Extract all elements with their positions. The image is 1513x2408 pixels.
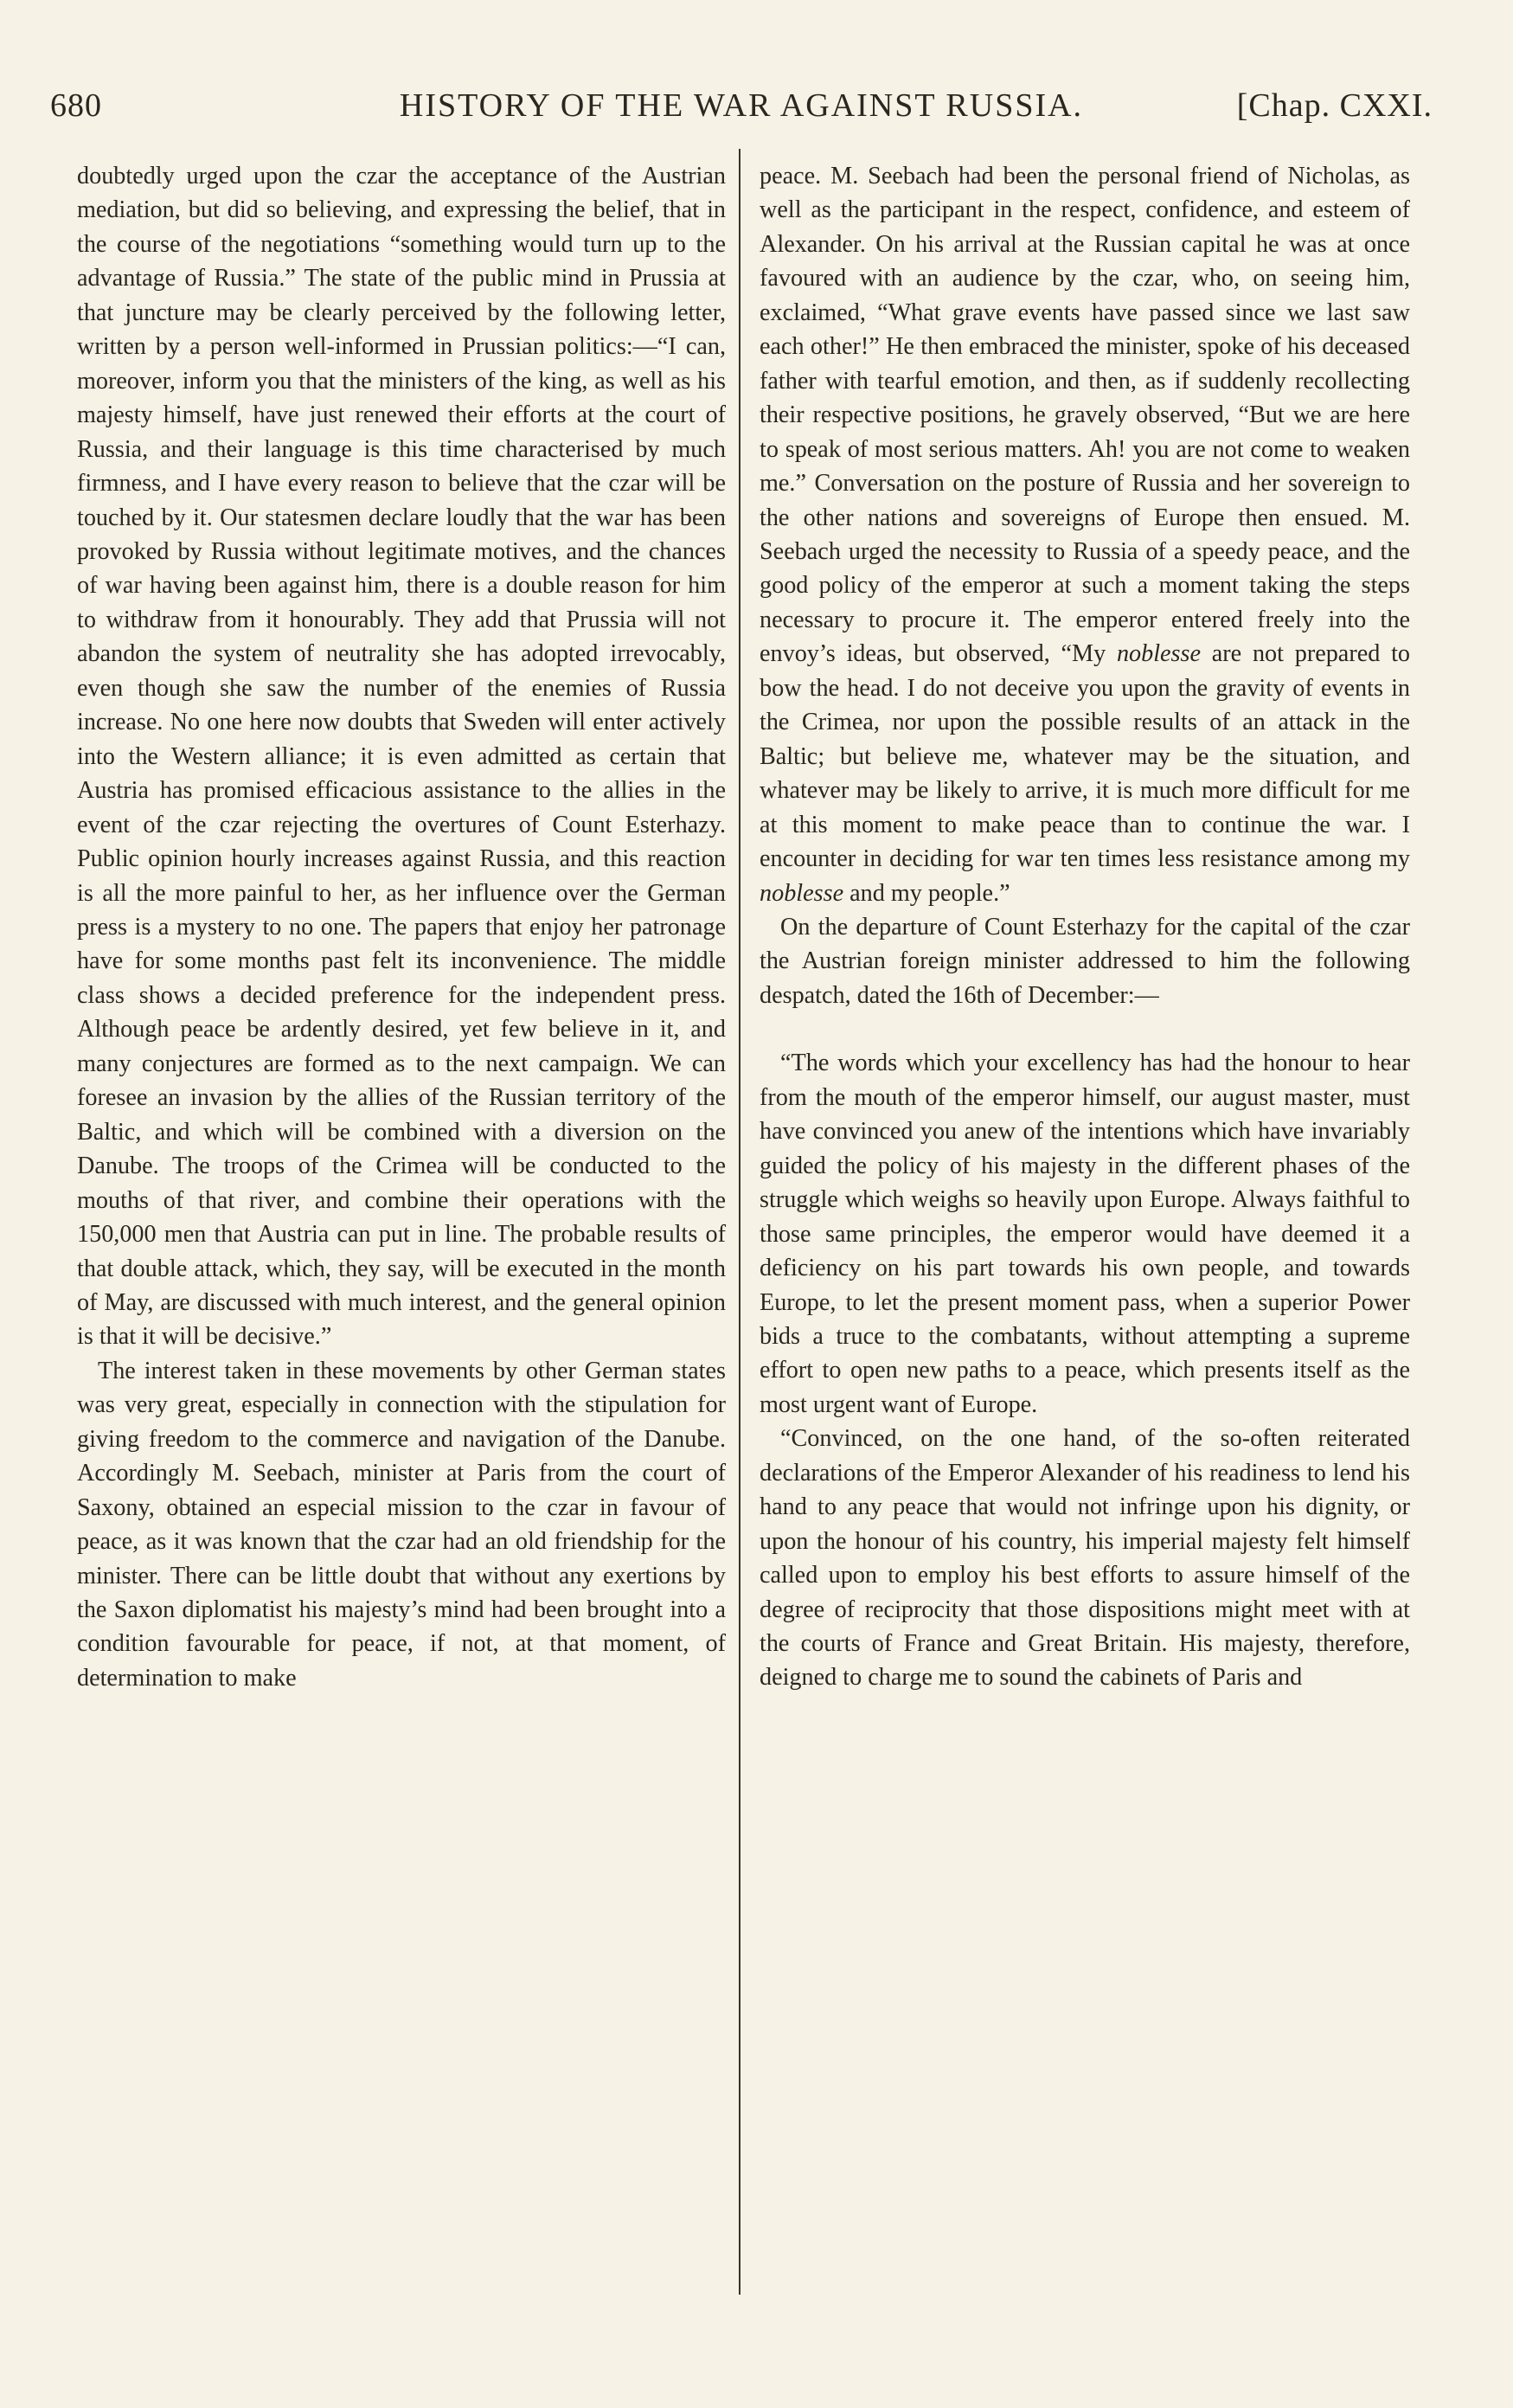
column-divider <box>739 149 740 2295</box>
text-run: are not prepared to bow the head. I do not deceive you upon the gravity of events in the Crimea, nor upon the possible results of an attack in the Baltic; but believe me, whatever may be the situation, and whatever may be likely to arrive, it is much more difficult for me at this moment to make peace than to continue the war. I encounter in deciding for war ten times less resistance among my <box>760 640 1410 873</box>
quoted-despatch-paragraph: “The words which your excellency has had the honour to hear from the mouth of the emperor himself, our august master, must have convinced you anew of the intentions which have invariably guided the policy of his majesty in the different phases of the struggle which weighs so heavily upon Europe. Always faithful to those same principles, the emperor would have deemed it a deficiency on his part towards his own people, and towards Europe, to let the present moment pass, when a superior Power bids a truce to the combatants, without attempting a supreme effort to open new paths to a peace, which presents itself as the most urgent want of Europe. <box>760 1050 1410 1418</box>
running-header <box>50 83 1433 132</box>
paragraph: doubtedly urged upon the czar the acceptance of the Austrian mediation, but did so believing, and expressing the belief, that in the course of the negotiations “something would turn up to the advantage of Russia.” The state of the public mind in Prussia at that juncture may be clearly perceived by the following letter, written by a person well-informed in Prussian politics:—“I can, moreover, inform you that the ministers of the king, as well as his majesty himself, have just renewed their efforts at the court of Russia, and their language is this time characterised by much firmness, and I have every reason to believe that the czar will be touched by it. Our statesmen declare loudly that the war has been provoked by Russia without legitimate motives, and the chances of war having been against him, there is a double reason for him to withdraw from it honourably. They add that Prussia will not abandon the system of neutrality she has adopted irrevocably, even though she saw the number of the enemies of Russia increase. No one here now doubts that Sweden will enter actively into the Western alliance; it is even admitted as certain that Austria has promised efficacious assistance to the allies in the event of the czar rejecting the overtures of Count Esterhazy. Public opinion hourly increases against Russia, and this reaction is all the more painful to her, as her influence over the German press is a mystery to no one. The papers that enjoy her patronage have for some months past felt its inconvenience. The middle class shows a decided preference for the independent press. Although peace be ardently desired, yet few believe in it, and many conjectures are formed as to the next campaign. We can foresee an invasion by the allies of the Russian territory of the Baltic, and which will be combined with a diversion on the Danube. The troops of the Crimea will be conducted to the mouths of that river, and combine their operations with the 150,000 men that Austria can put in line. The probable results of that double attack, which, they say, will be executed in the month of May, are discussed with much interest, and the general opinion is that it will be decisive.” <box>77 163 726 1351</box>
running-title: HISTORY OF THE WAR AGAINST RUSSIA. <box>399 87 1084 124</box>
chapter-label: [Chap. CXXI. <box>1236 87 1433 124</box>
left-column <box>77 159 726 1695</box>
quoted-despatch-paragraph: “Convinced, on the one hand, of the so-often reiterated declarations of the Emperor Alexander of his readiness to lend his hand to any peace that would not infringe upon his dignity, or upon the honour of his country, his imperial majesty felt himself called upon to employ his best efforts to assure himself of the degree of reciprocity that those dispositions might meet with at the courts of France and Great Britain. His majesty, therefore, deigned to charge me to sound the cabinets of Paris and <box>760 1425 1410 1692</box>
italic-term: noblesse <box>1116 640 1202 668</box>
right-column <box>760 159 1410 1695</box>
text-run: peace. M. Seebach had been the personal friend of Nicholas, as well as the participant in the respect, confidence, and esteem of Alexander. On his arrival at the Russian capital he was at once favoured with an audience by the czar, who, on seeing him, exclaimed, “What grave events have passed since we last saw each other!” He then embraced the minister, spoke of his deceased father with tearful emotion, and then, as if suddenly recollecting their respective positions, he gravely observed, “But we are here to speak of most serious matters. Ah! you are not come to weaken me.” Conversation on the posture of Russia and her sovereign to the other nations and sovereigns of Europe then ensued. M. Seebach urged the necessity to Russia of a speedy peace, and the good policy of the emperor at such a moment taking the steps necessary to procure it. The emperor entered freely into the envoy’s ideas, but observed, “My <box>760 163 1410 668</box>
paragraph: On the departure of Count Esterhazy for the capital of the czar the Austrian foreign minister addressed to him the following despatch, dated the 16th of December:— <box>760 913 1410 1009</box>
page-number: 680 <box>50 87 102 124</box>
paragraph: The interest taken in these movements by other German states was very great, especially in connection with the stipulation for giving freedom to the commerce and navigation of the Danube. Accordingly M. Seebach, minister at Paris from the court of Saxony, obtained an especial mission to the czar in favour of peace, as it was known that the czar had an old friendship for the minister. There can be little doubt that without any exertions by the Saxon diplomatist his majesty’s mind had been brought into a condition favourable for peace, if not, at that moment, of determination to make <box>77 1357 726 1692</box>
text-run: and my people.” <box>849 879 1010 907</box>
paragraph <box>760 159 1410 910</box>
italic-term: noblesse <box>760 879 844 907</box>
